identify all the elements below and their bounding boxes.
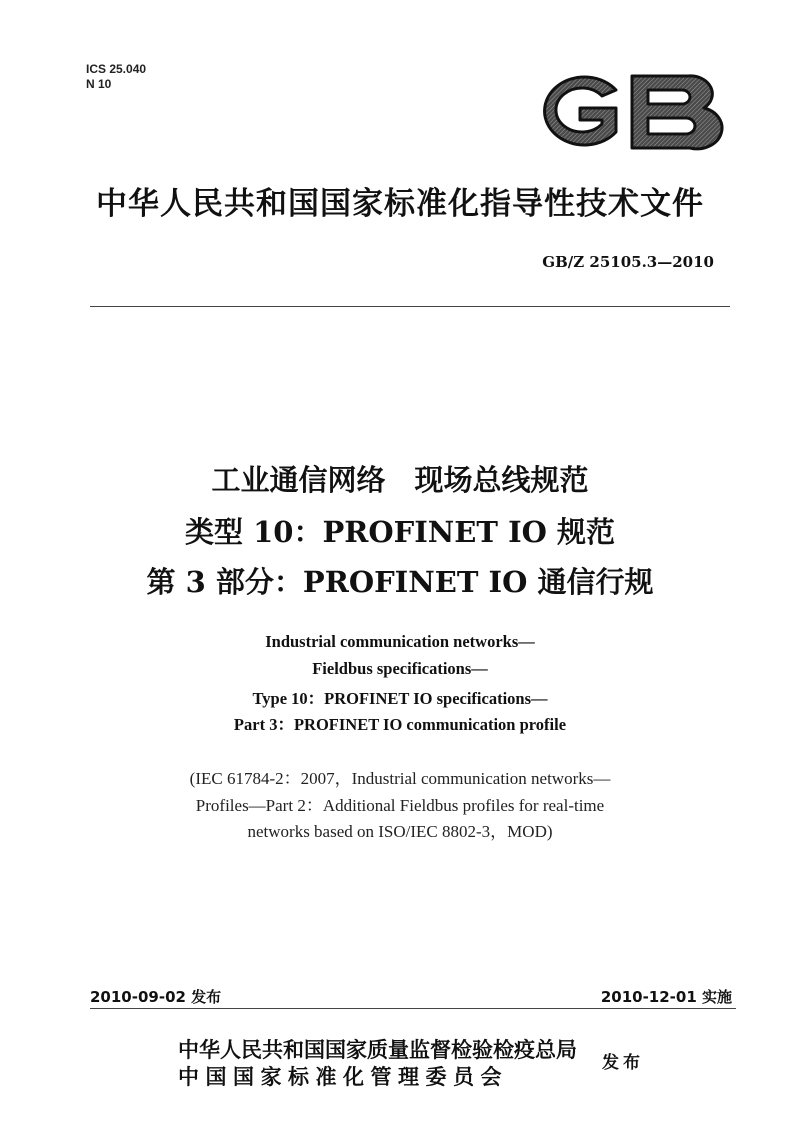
issuer-line-1: 中华人民共和国国家质量监督检验检疫总局 [178, 1038, 577, 1062]
iec-reference-line-2: Profiles—Part 2：Additional Fieldbus profiles for real-time [195, 796, 605, 815]
gb-logo-b [632, 76, 722, 149]
iec-reference-line-3: networks based on ISO/IEC 8802-3，MOD) [247, 822, 553, 841]
ccs-code: N 10 [86, 77, 112, 91]
english-title-line-4: Part 3：PROFINET IO communication profile [233, 715, 567, 734]
publish-label: 发布 [602, 1053, 644, 1073]
ics-code: ICS 25.040 [86, 62, 147, 76]
chinese-title-line-3: 第 3 部分：PROFINET IO 通信行规 [146, 565, 654, 599]
chinese-title-line-1: 工业通信网络 现场总线规范 [211, 463, 589, 497]
english-title-line-1: Industrial communication networks— [265, 632, 535, 651]
document-type: 中华人民共和国国家标准化指导性技术文件 [96, 186, 704, 222]
iec-reference-line-1: (IEC 61784-2：2007，Industrial communication networks— [189, 769, 611, 788]
top-divider [90, 306, 730, 307]
classification-codes [86, 62, 146, 92]
english-title-line-3: Type 10：PROFINET IO specifications— [252, 689, 548, 708]
chinese-title-line-2: 类型 10：PROFINET IO 规范 [185, 515, 615, 549]
issuer-line-2: 中国国家标准化管理委员会 [178, 1065, 508, 1089]
gb-logo [528, 68, 728, 154]
bottom-divider [90, 1008, 736, 1009]
issue-date: 2010-09-02 发布 [90, 988, 222, 1006]
implementation-date: 2010-12-01 实施 [600, 988, 732, 1006]
standard-number: GB/Z 25105.3—2010 [542, 253, 714, 271]
english-title-line-2: Fieldbus specifications— [312, 659, 488, 678]
gb-logo-g [545, 77, 616, 145]
